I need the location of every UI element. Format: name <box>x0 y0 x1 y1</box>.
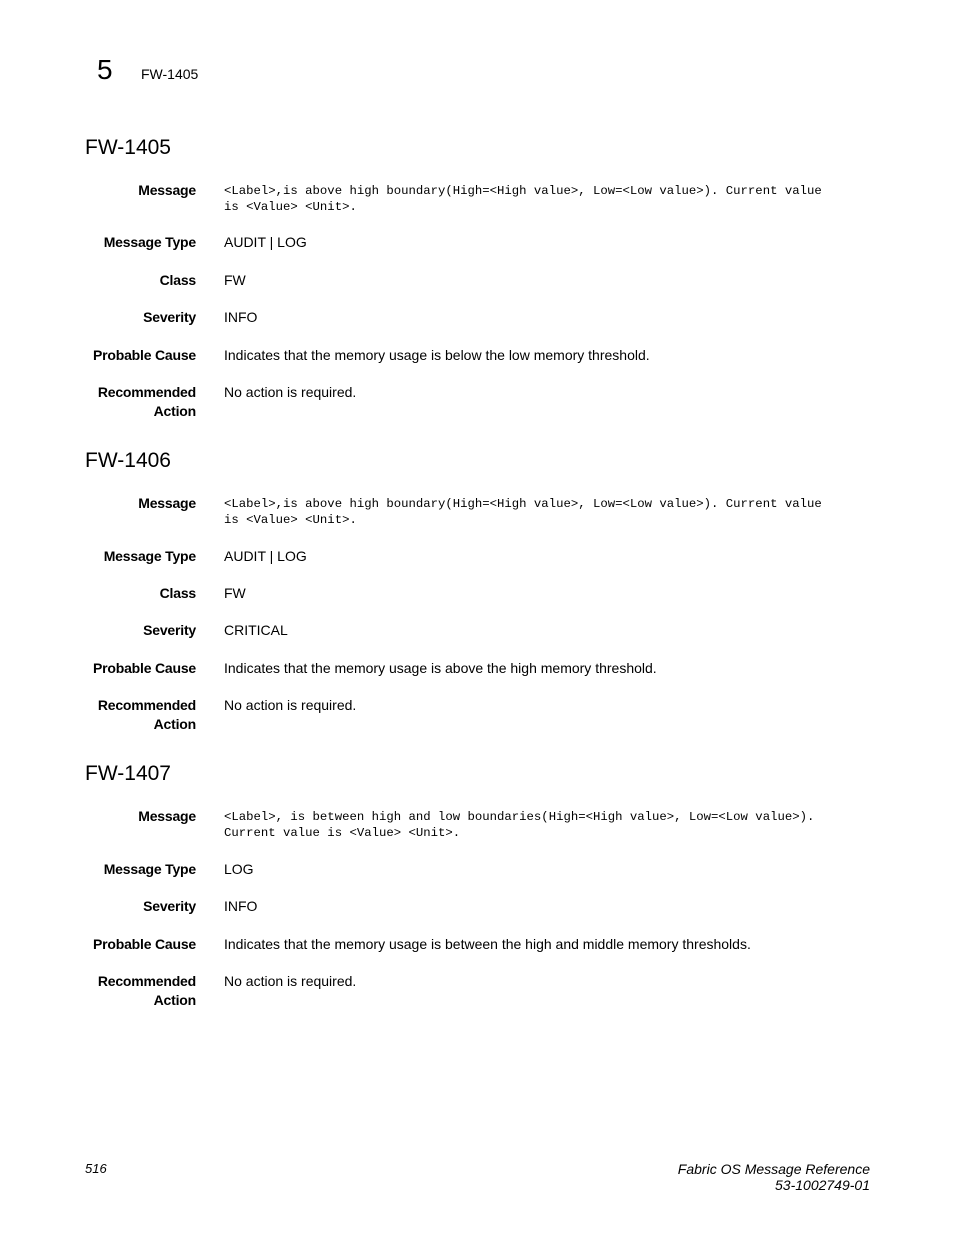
recommended-action-label <box>46 696 196 734</box>
message-entry-fw-1405 <box>0 135 954 425</box>
message-type-label: Message Type <box>103 548 196 564</box>
message-line: is <Value> <Unit>. <box>224 200 357 214</box>
message-type-value: AUDIT | LOG <box>224 548 307 564</box>
recommended-action-label <box>46 972 196 1010</box>
class-value: FW <box>224 585 246 601</box>
severity-value: INFO <box>224 898 258 914</box>
entry-title: FW-1407 <box>85 762 171 785</box>
message-type-label: Message Type <box>103 234 196 250</box>
class-label: Class <box>159 272 196 288</box>
severity-label: Severity <box>143 309 196 325</box>
recommended-action-label <box>46 383 196 421</box>
doc-title: Fabric OS Message Reference <box>677 1161 870 1177</box>
severity-label: Severity <box>143 622 196 638</box>
entry-title: FW-1405 <box>85 136 171 159</box>
doc-number: 53-1002749-01 <box>775 1177 870 1193</box>
message-line: <Label>, is between high and low boundaries(High=<High value>, Low=<Low value>). <box>224 810 815 824</box>
probable-cause-label: Probable Cause <box>92 660 196 676</box>
probable-cause-label: Probable Cause <box>92 347 196 363</box>
probable-cause-value: Indicates that the memory usage is above the high memory threshold. <box>224 660 657 676</box>
class-value: FW <box>224 272 246 288</box>
message-entry-fw-1407 <box>0 761 954 1021</box>
message-value <box>224 183 874 215</box>
probable-cause-value: Indicates that the memory usage is between the high and middle memory thresholds. <box>224 936 751 952</box>
recommended-action-value: No action is required. <box>224 384 357 400</box>
severity-label: Severity <box>143 898 196 914</box>
message-value <box>224 496 874 528</box>
message-type-value: AUDIT | LOG <box>224 234 307 250</box>
page-number: 516 <box>85 1161 107 1176</box>
label-line: Action <box>153 992 196 1008</box>
label-line: Action <box>153 716 196 732</box>
running-header-topic: FW-1405 <box>141 66 199 82</box>
probable-cause-label: Probable Cause <box>92 936 196 952</box>
message-value <box>224 809 874 841</box>
message-label: Message <box>138 808 196 824</box>
message-line: is <Value> <Unit>. <box>224 513 357 527</box>
severity-value: CRITICAL <box>224 622 288 638</box>
message-label: Message <box>138 182 196 198</box>
message-type-label: Message Type <box>103 861 196 877</box>
severity-value: INFO <box>224 309 258 325</box>
message-entry-fw-1406 <box>0 448 954 738</box>
recommended-action-value: No action is required. <box>224 973 357 989</box>
message-line: Current value is <Value> <Unit>. <box>224 826 461 840</box>
class-label: Class <box>159 585 196 601</box>
probable-cause-value: Indicates that the memory usage is below the low memory threshold. <box>224 347 650 363</box>
label-line: Action <box>153 403 196 419</box>
entry-title: FW-1406 <box>85 449 171 472</box>
recommended-action-value: No action is required. <box>224 697 357 713</box>
message-label: Message <box>138 495 196 511</box>
message-line: <Label>,is above high boundary(High=<High value>, Low=<Low value>). Current value <box>224 184 822 198</box>
message-line: <Label>,is above high boundary(High=<High value>, Low=<Low value>). Current value <box>224 497 822 511</box>
chapter-number: 5 <box>97 54 113 85</box>
label-line: Recommended <box>97 973 196 989</box>
footer-doc-info <box>678 1161 870 1193</box>
message-type-value: LOG <box>224 861 254 877</box>
label-line: Recommended <box>97 697 196 713</box>
label-line: Recommended <box>97 384 196 400</box>
